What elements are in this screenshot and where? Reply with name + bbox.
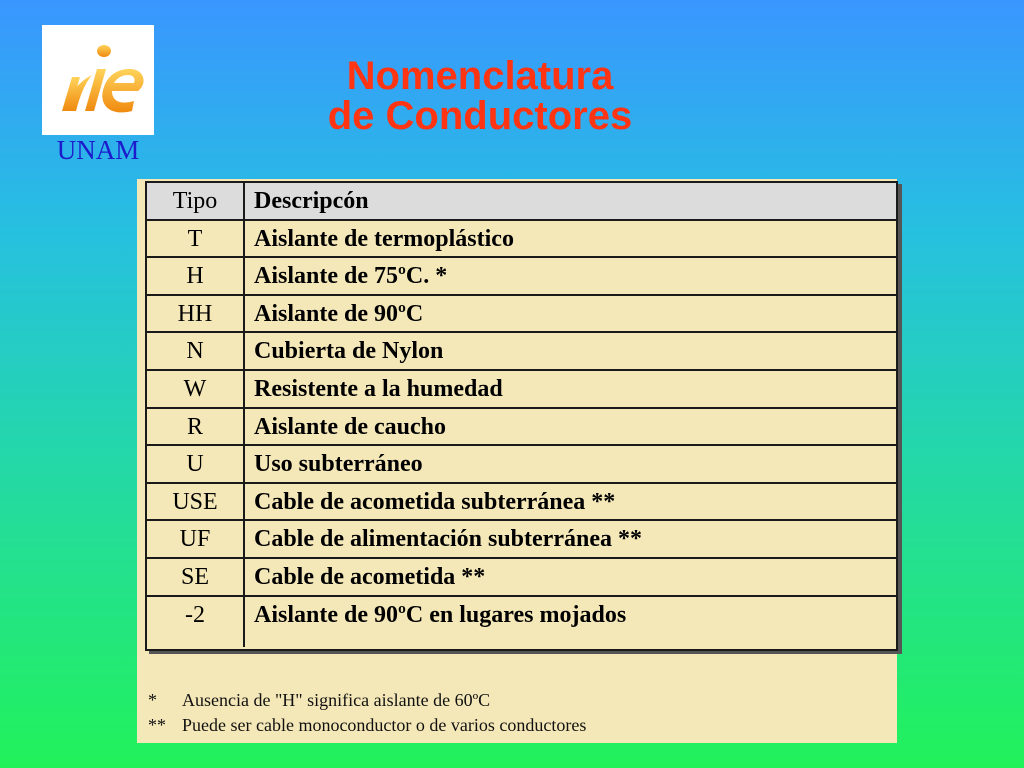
table-row	[147, 521, 896, 559]
footnote	[148, 688, 586, 713]
cell-tipo: T	[147, 221, 245, 257]
cell-tipo: U	[147, 446, 245, 482]
cell-tipo: UF	[147, 521, 245, 557]
table-row	[147, 221, 896, 259]
cell-tipo: HH	[147, 296, 245, 332]
conductor-table	[145, 181, 898, 651]
cell-descripcion: Cable de acometida **	[254, 564, 486, 590]
footnote-mark: *	[148, 690, 157, 710]
iie-logo-icon	[42, 25, 154, 135]
cell-tipo: -2	[147, 597, 245, 647]
cell-tipo: USE	[147, 484, 245, 520]
footnote-text: Puede ser cable monoconductor o de varios conductores	[182, 715, 587, 735]
cell-descripcion: Aislante de termoplástico	[254, 225, 514, 252]
cell-descripcion: Aislante de caucho	[254, 413, 446, 440]
table-row	[147, 446, 896, 484]
table-row	[147, 296, 896, 334]
header-descripcion: Descripcón	[254, 188, 369, 214]
cell-tipo: N	[147, 333, 245, 369]
cell-descripcion: Resistente a la humedad	[254, 376, 503, 402]
cell-descripcion: Cable de acometida subterránea **	[254, 488, 616, 515]
cell-tipo: R	[147, 409, 245, 445]
table-row	[147, 258, 896, 296]
footnotes	[148, 688, 586, 738]
footnote-text: Ausencia de "H" significa aislante de 60ºC	[182, 690, 491, 710]
cell-descripcion: Aislante de 75ºC. *	[254, 263, 448, 290]
cell-descripcion: Aislante de 90ºC	[254, 300, 424, 327]
page-title	[230, 56, 730, 136]
iie-logo-graphic	[42, 25, 154, 135]
table-row	[147, 409, 896, 447]
header-tipo: Tipo	[147, 183, 245, 219]
cell-descripcion: Uso subterráneo	[254, 451, 423, 478]
cell-tipo: W	[147, 371, 245, 407]
title-line-1: Nomenclatura	[346, 54, 614, 98]
footnote	[148, 713, 586, 738]
footnote-mark: **	[148, 715, 166, 735]
cell-tipo: H	[147, 258, 245, 294]
cell-descripcion: Aislante de 90ºC en lugares mojados	[254, 601, 627, 628]
table-row	[147, 484, 896, 522]
cell-descripcion: Cubierta de Nylon	[254, 338, 444, 365]
cell-tipo: SE	[147, 559, 245, 595]
table-header-row	[147, 183, 896, 221]
table-row	[147, 371, 896, 409]
table-row	[147, 559, 896, 597]
logo-caption: UNAM	[56, 135, 140, 165]
table-row	[147, 597, 896, 647]
table-row	[147, 333, 896, 371]
title-line-2: de Conductores	[327, 94, 633, 138]
cell-descripcion: Cable de alimentación subterránea **	[254, 526, 642, 553]
